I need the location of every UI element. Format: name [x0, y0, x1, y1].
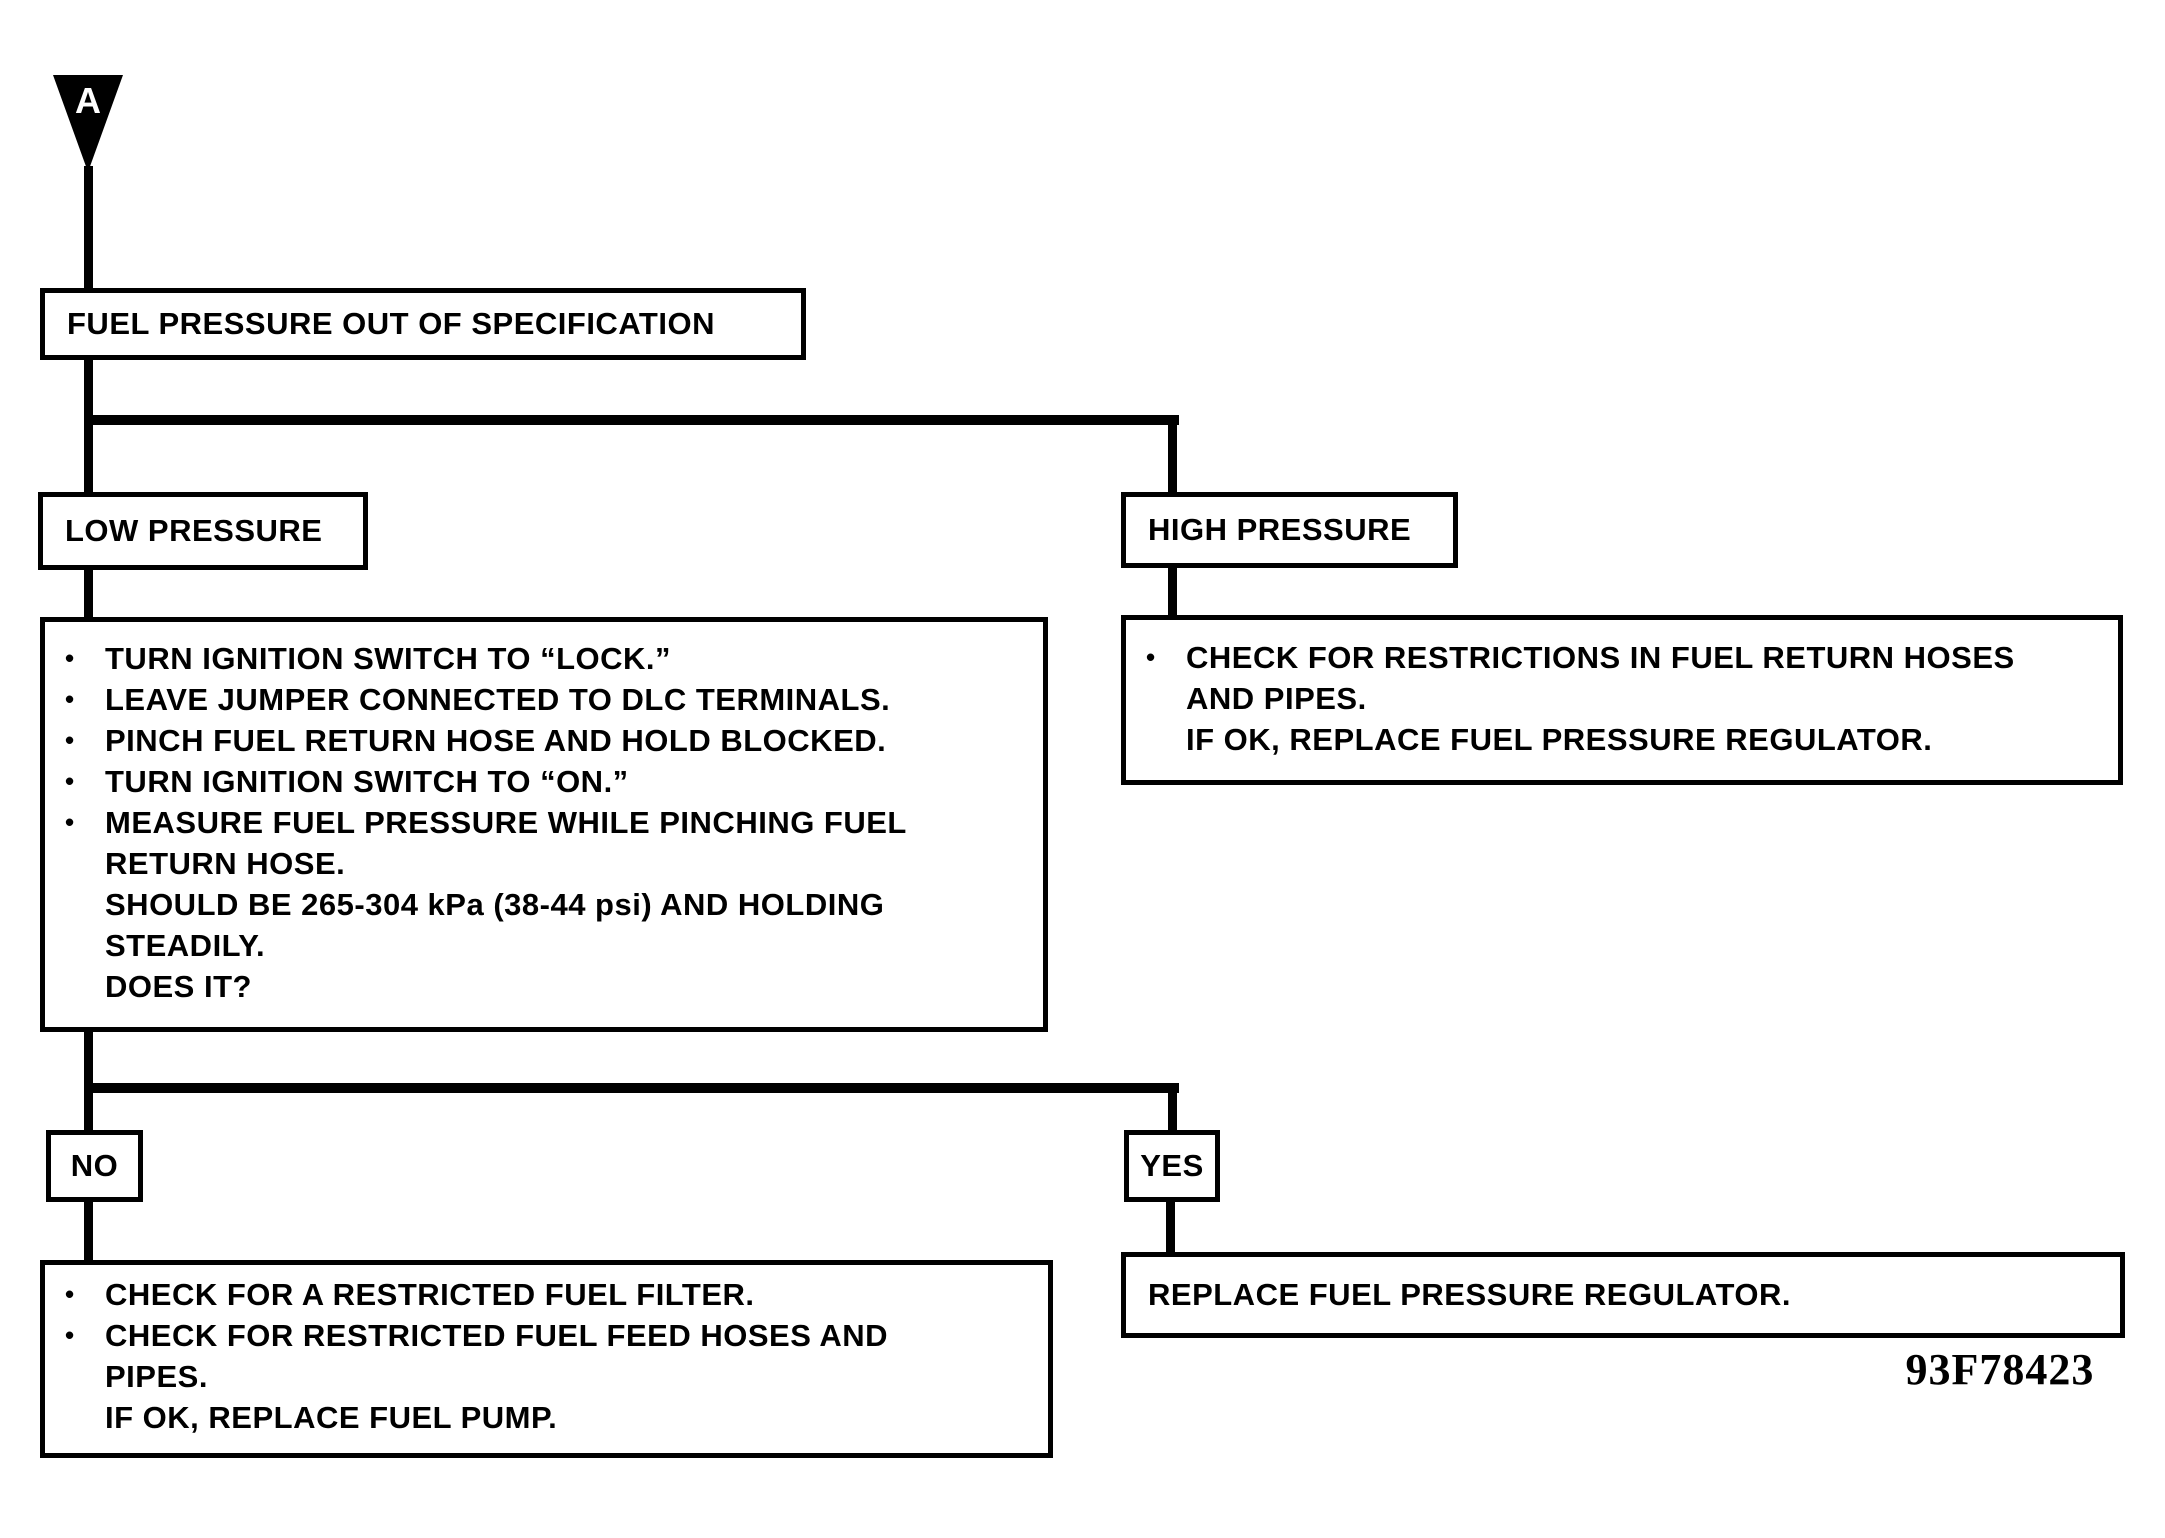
node-no — [46, 1130, 143, 1202]
bullet-icon: • — [65, 1279, 75, 1309]
list-item — [45, 1315, 1048, 1356]
step-text: MEASURE FUEL PRESSURE WHILE PINCHING FUEL — [105, 804, 907, 840]
list-item — [45, 843, 1043, 884]
flow-line-to-yes — [1168, 1088, 1177, 1132]
flow-line-branch-top — [84, 415, 1179, 425]
node-low-pressure — [38, 492, 368, 570]
list-item — [45, 884, 1043, 925]
list-item — [1126, 678, 2118, 719]
step-text: TURN IGNITION SWITCH TO “LOCK.” — [105, 640, 672, 676]
node-yes — [1124, 1130, 1220, 1202]
step-text: DOES IT? — [105, 968, 252, 1004]
node-fuel-pressure-out-of-spec-label: FUEL PRESSURE OUT OF SPECIFICATION — [67, 306, 715, 341]
flow-line-to-low — [84, 420, 93, 496]
list-item — [45, 761, 1043, 802]
step-text: SHOULD BE 265-304 kPa (38-44 psi) AND HOLDING — [105, 886, 885, 922]
flow-line-high-to-action — [1168, 565, 1177, 620]
connector-a-label: A — [75, 80, 101, 121]
flow-line-yes-to-action — [1166, 1198, 1175, 1256]
step-text: IF OK, REPLACE FUEL PUMP. — [105, 1399, 558, 1435]
node-yes-label: YES — [1140, 1148, 1204, 1183]
flow-line-to-no — [84, 1088, 93, 1132]
list-item — [1126, 637, 2118, 678]
list-item — [45, 1397, 1048, 1438]
bullet-icon: • — [65, 807, 75, 837]
bullet-icon: • — [1146, 642, 1156, 672]
step-text: PIPES. — [105, 1358, 208, 1394]
flow-line-root-down — [84, 358, 93, 420]
list-item — [45, 925, 1043, 966]
step-text: LEAVE JUMPER CONNECTED TO DLC TERMINALS. — [105, 681, 891, 717]
node-no-label: NO — [70, 1148, 119, 1183]
node-yes-action — [1121, 1252, 2125, 1338]
step-text: AND PIPES. — [1186, 680, 1367, 716]
list-item — [45, 638, 1043, 679]
step-text: STEADILY. — [105, 927, 266, 963]
flow-line-a-to-root — [84, 166, 93, 290]
flow-line-low-to-steps — [84, 566, 93, 622]
bullet-icon: • — [65, 766, 75, 796]
flow-line-to-high — [1168, 420, 1177, 496]
node-low-pressure-steps — [40, 617, 1048, 1032]
step-text: RETURN HOSE. — [105, 845, 346, 881]
bullet-icon: • — [65, 725, 75, 755]
list-item — [45, 679, 1043, 720]
figure-code: 93F78423 — [1905, 1345, 2095, 1394]
list-item — [45, 1274, 1048, 1315]
list-item — [45, 1356, 1048, 1397]
list-item — [45, 720, 1043, 761]
node-fuel-pressure-out-of-spec — [40, 288, 806, 360]
list-item — [45, 966, 1043, 1007]
step-text: PINCH FUEL RETURN HOSE AND HOLD BLOCKED. — [105, 722, 887, 758]
node-low-pressure-label: LOW PRESSURE — [65, 513, 323, 548]
node-high-pressure-label: HIGH PRESSURE — [1148, 512, 1412, 547]
node-high-pressure — [1121, 492, 1458, 568]
flow-line-steps-down — [84, 1030, 93, 1088]
flow-line-branch-bottom — [84, 1083, 1179, 1093]
node-yes-action-label: REPLACE FUEL PRESSURE REGULATOR. — [1148, 1277, 1791, 1312]
bullet-icon: • — [65, 1320, 75, 1350]
bullet-icon: • — [65, 684, 75, 714]
node-high-pressure-action — [1121, 615, 2123, 785]
step-text: CHECK FOR A RESTRICTED FUEL FILTER. — [105, 1276, 755, 1312]
step-text: TURN IGNITION SWITCH TO “ON.” — [105, 763, 629, 799]
step-text: CHECK FOR RESTRICTED FUEL FEED HOSES AND — [105, 1317, 888, 1353]
list-item — [1126, 719, 2118, 760]
node-no-action — [40, 1260, 1053, 1458]
step-text: IF OK, REPLACE FUEL PRESSURE REGULATOR. — [1186, 721, 1933, 757]
step-text: CHECK FOR RESTRICTIONS IN FUEL RETURN HOSES — [1186, 639, 2015, 675]
flow-line-no-to-action — [84, 1198, 93, 1264]
bullet-icon: • — [65, 643, 75, 673]
list-item — [45, 802, 1043, 843]
